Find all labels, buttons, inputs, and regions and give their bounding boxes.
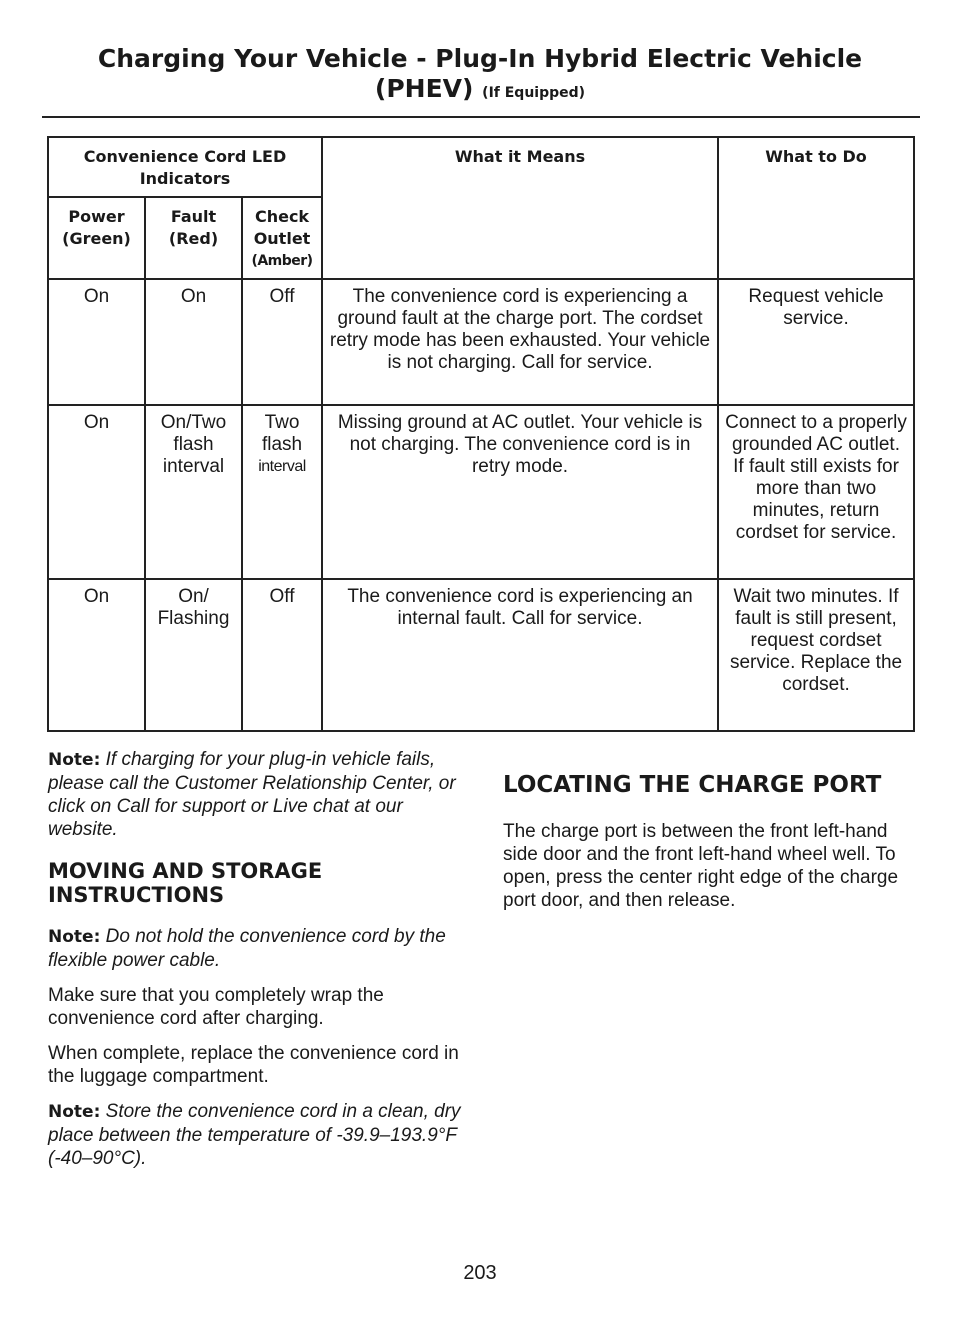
- cell-todo: Request vehicle service.: [718, 279, 914, 405]
- page-header: [0, 44, 960, 108]
- header-what-it-means: What it Means: [322, 137, 718, 279]
- note-label: Note:: [48, 927, 101, 947]
- page-title-line2: [0, 74, 960, 108]
- note-text: Store the convenience cord in a clean, dry place between the temperature of -39.9–193.9°F (-40–90°C).: [48, 1101, 461, 1169]
- header-led-indicators: Convenience Cord LED Indicators: [48, 137, 322, 197]
- cell-power: On: [48, 405, 145, 579]
- page-number: 203: [463, 1262, 497, 1284]
- cell-check: [242, 405, 322, 579]
- table-row: [48, 579, 914, 731]
- cell-means: Missing ground at AC outlet. Your vehicle is not charging. The convenience cord is in retry mode.: [322, 405, 718, 579]
- note-label: Note:: [48, 750, 101, 770]
- note-text: If charging for your plug-in vehicle fails, please call the Customer Relationship Center, or click on Call for support or Live chat at our website.: [48, 749, 456, 840]
- page-title: Charging Your Vehicle - Plug-In Hybrid Electric Vehicle: [97, 44, 863, 73]
- cell-check-line2: interval: [258, 458, 306, 475]
- page-title-phev: (PHEV): [374, 74, 474, 103]
- cell-fault: On: [145, 279, 242, 405]
- table-row: [48, 279, 914, 405]
- cell-check-line1: Two flash: [261, 412, 303, 455]
- cell-check: Off: [242, 279, 322, 405]
- header-what-to-do: What to Do: [718, 137, 914, 279]
- led-indicator-table: [47, 136, 915, 732]
- cell-check: Off: [242, 579, 322, 731]
- note-flexible-cable: [48, 925, 468, 972]
- cell-power: On: [48, 279, 145, 405]
- header-check-outlet-amber: (Amber): [251, 253, 313, 269]
- note-charging-failure: [48, 748, 468, 841]
- header-rule: [42, 116, 920, 118]
- page-title-suffix: (If Equipped): [482, 85, 586, 101]
- cell-fault: On/Two flash interval: [145, 405, 242, 579]
- section-heading-moving-storage: MOVING AND STORAGE INSTRUCTIONS: [48, 859, 323, 907]
- cell-power: On: [48, 579, 145, 731]
- note-storage-temperature: [48, 1100, 468, 1170]
- header-fault: Fault (Red): [145, 197, 242, 279]
- header-check-outlet-label: Check Outlet: [253, 207, 311, 248]
- paragraph-replace-cord: When complete, replace the convenience cord in the luggage compartment.: [48, 1043, 459, 1087]
- header-check-outlet: [242, 197, 322, 279]
- note-text: Do not hold the convenience cord by the flexible power cable.: [48, 926, 446, 971]
- paragraph-wrap-cord: Make sure that you completely wrap the convenience cord after charging.: [48, 985, 384, 1029]
- cell-means: The convenience cord is experiencing a ground fault at the charge port. The cordset retry mode has been exhausted. Your vehicle is not charging. Call for service.: [322, 279, 718, 405]
- left-column: [48, 748, 468, 1182]
- paragraph-charge-port: The charge port is between the front left-hand side door and the front left-hand wheel well. To open, press the center right edge of the charge port door, and then release.: [503, 821, 899, 911]
- cell-fault: On/ Flashing: [145, 579, 242, 731]
- table-row: [48, 405, 914, 579]
- cell-todo: Wait two minutes. If fault is still present, request cordset service. Replace the cordset.: [718, 579, 914, 731]
- cell-means: The convenience cord is experiencing an internal fault. Call for service.: [322, 579, 718, 731]
- header-power: Power (Green): [48, 197, 145, 279]
- cell-todo: Connect to a properly grounded AC outlet. If fault still exists for more than two minutes, return cordset for service.: [718, 405, 914, 579]
- note-label: Note:: [48, 1102, 101, 1122]
- right-column: [503, 772, 918, 924]
- section-heading-charge-port: LOCATING THE CHARGE PORT: [503, 772, 882, 798]
